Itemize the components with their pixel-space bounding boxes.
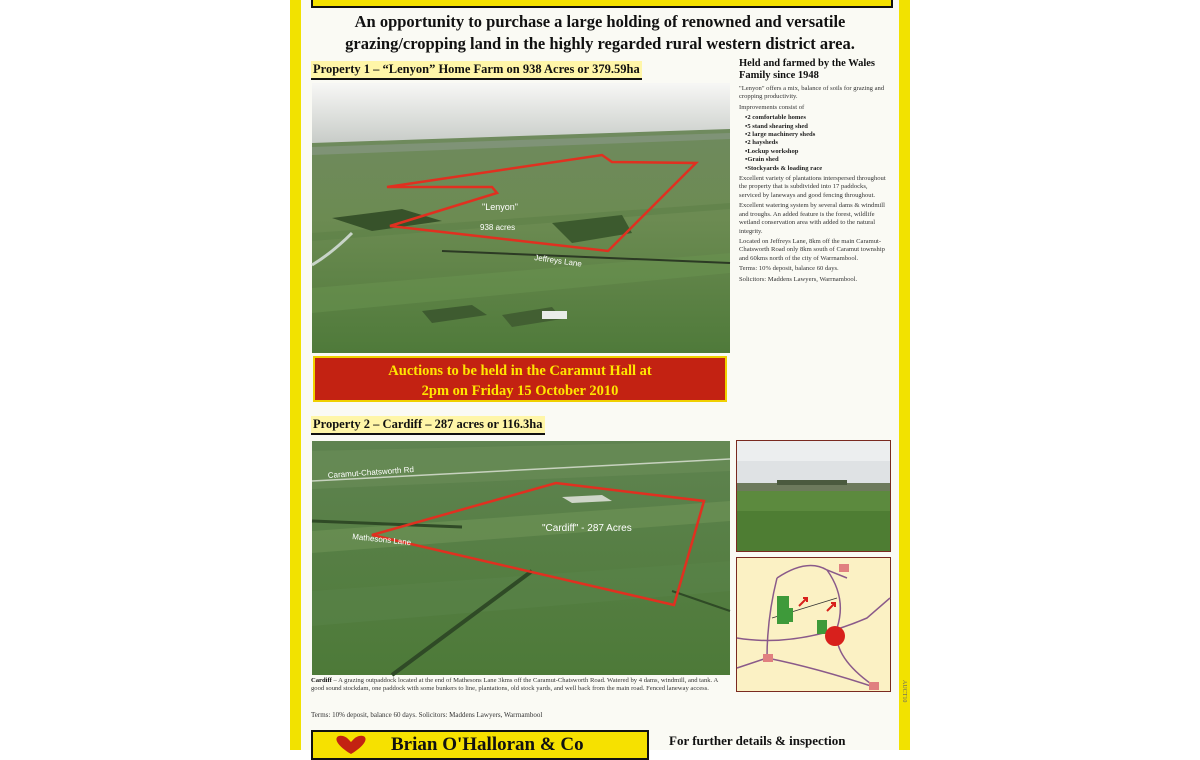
sidebar-lead: Held and farmed by the Wales Family since 1948 [739, 58, 876, 81]
improvement-item: • 5 stand shearing shed [745, 123, 891, 131]
improvement-item: • Grain shed [745, 156, 891, 164]
lenyon-label: "Lenyon" [482, 202, 518, 212]
property-2-terms: Terms: 10% deposit, balance 60 days. Solicitors: Maddens Lawyers, Warrnambool [311, 711, 543, 719]
improvement-item: • Lockup workshop [745, 148, 891, 156]
headline-line-1: An opportunity to purchase a large holding of renowned and versatile [354, 12, 846, 31]
mathesons-lane-label: Mathesons Lane [351, 532, 412, 548]
property-1-aerial-image [312, 83, 730, 353]
top-banner-strip [311, 0, 893, 8]
improvement-item: • 2 haysheds [745, 139, 891, 147]
property-2-ground-photo [736, 440, 891, 552]
jeffreys-lane-label: Jeffreys Lane [533, 253, 583, 269]
agent-name: Brian O'Halloran & Co [391, 734, 584, 755]
caramut-chatsworth-road-label: Caramut-Chatsworth Rd [327, 465, 415, 480]
sidebar-paragraph-water: Excellent watering system by several dams & windmill and troughs. An added feature is the forest, wildlife wetland conservation area with added to the natural integrity. [739, 202, 885, 235]
auction-banner [313, 356, 727, 402]
property-1-description [739, 58, 891, 286]
headline [301, 11, 899, 55]
property-2-caption [311, 677, 731, 694]
property-1-heading: Property 1 – “Lenyon” Home Farm on 938 Acres or 379.59ha [311, 61, 642, 80]
lenyon-acres-label: 938 acres [480, 223, 516, 232]
improvement-item: • 2 large machinery sheds [745, 131, 891, 139]
auction-line-2: 2pm on Friday 15 October 2010 [421, 383, 619, 399]
caption-property-name: Cardiff [311, 677, 332, 684]
property-2-aerial-photo [312, 441, 730, 675]
side-code: AUCT10 [901, 680, 907, 703]
auction-line-1: Auctions to be held in the Caramut Hall at [388, 363, 652, 379]
headline-line-2: grazing/cropping land in the highly regarded rural western district area. [345, 34, 855, 53]
property-2-heading: Property 2 – Cardiff – 287 acres or 116.3ha [311, 416, 545, 435]
sidebar-paragraph-location: Located on Jeffreys Lane, 8km off the main Caramut-Chatsworth Road only 8km south of Caramut township and 60kms north of the city of Warrnambool. [739, 237, 885, 262]
improvement-item: • Stockyards & loading race [745, 165, 891, 173]
agent-logo-icon [321, 732, 381, 758]
property-2-ground-image [737, 441, 890, 551]
agent-banner [311, 730, 649, 760]
location-map-graphic [737, 558, 890, 691]
property-1-aerial-photo [312, 83, 730, 353]
brochure-page [301, 0, 907, 755]
further-details-text: For further details & inspection [669, 733, 846, 748]
sidebar-paragraph-plantations: Excellent variety of plantations interspersed throughout the property that is subdivided into 17 paddocks, serviced by laneways and good fencing throughout. [739, 175, 886, 199]
improvements-list [739, 114, 891, 173]
caption-text: – A grazing outpaddock located at the end of Mathesons Lane 3kms off the Caramut-Chatsworth Road. Watered by 4 dams, windmill, and tank. A good sound stockdam, one paddock with some bunkers to line, plantations, old stock yards, and well back from the main road. Fenced laneway access. [311, 677, 718, 693]
sidebar-terms: Terms: 10% deposit, balance 60 days. [739, 265, 839, 273]
sidebar-solicitors: Solicitors: Maddens Lawyers, Warrnambool. [739, 275, 858, 283]
improvements-title: Improvements consist of [739, 103, 805, 111]
improvement-item: • 2 comfortable homes [745, 114, 891, 122]
location-map [736, 557, 891, 692]
sidebar-intro: "Lenyon" offers a mix, balance of soils for grazing and cropping productivity. [739, 85, 885, 101]
cardiff-label: "Cardiff" - 287 Acres [542, 523, 632, 534]
property-2-aerial-image [312, 441, 730, 675]
